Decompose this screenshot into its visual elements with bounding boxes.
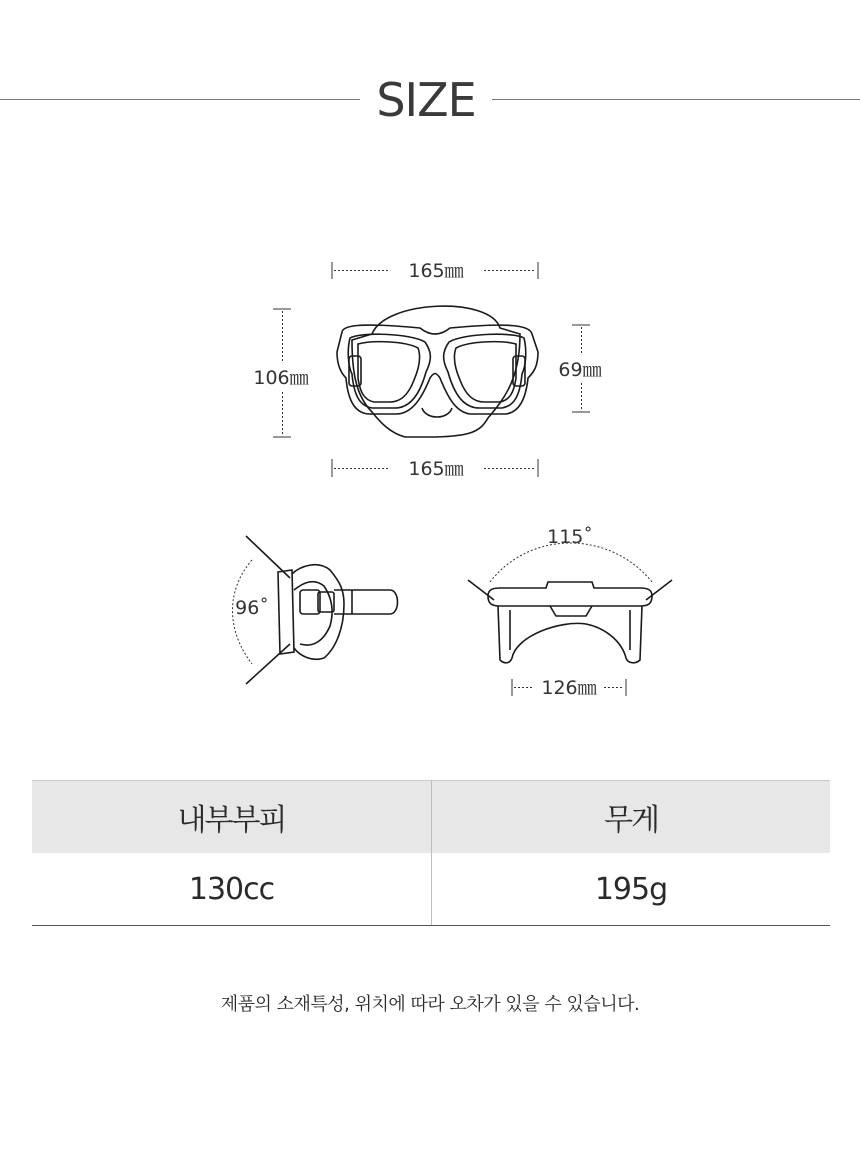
value-weight: 195g	[432, 853, 831, 926]
spec-table	[32, 780, 830, 926]
page-title: SIZE	[376, 73, 476, 127]
top-width-label: 165㎜	[408, 260, 464, 282]
side-angle-label: 96˚	[235, 597, 269, 619]
value-volume: 130cc	[32, 853, 432, 926]
top-view-mask	[468, 543, 672, 663]
table-header-row	[32, 781, 830, 854]
header-volume: 내부부피	[32, 781, 432, 854]
strap-width-label: 126㎜	[541, 677, 597, 699]
disclaimer-note: 제품의 소재특성, 위치에 따라 오차가 있을 수 있습니다.	[220, 994, 640, 1015]
lens-height-label: 69㎜	[558, 359, 602, 381]
front-view-mask	[337, 306, 538, 437]
bottom-width-label: 165㎜	[408, 458, 464, 480]
table-row	[32, 853, 830, 926]
total-height-label: 106㎜	[253, 367, 309, 389]
header-weight: 무게	[432, 781, 831, 854]
front-angle-label: 115˚	[547, 526, 593, 548]
